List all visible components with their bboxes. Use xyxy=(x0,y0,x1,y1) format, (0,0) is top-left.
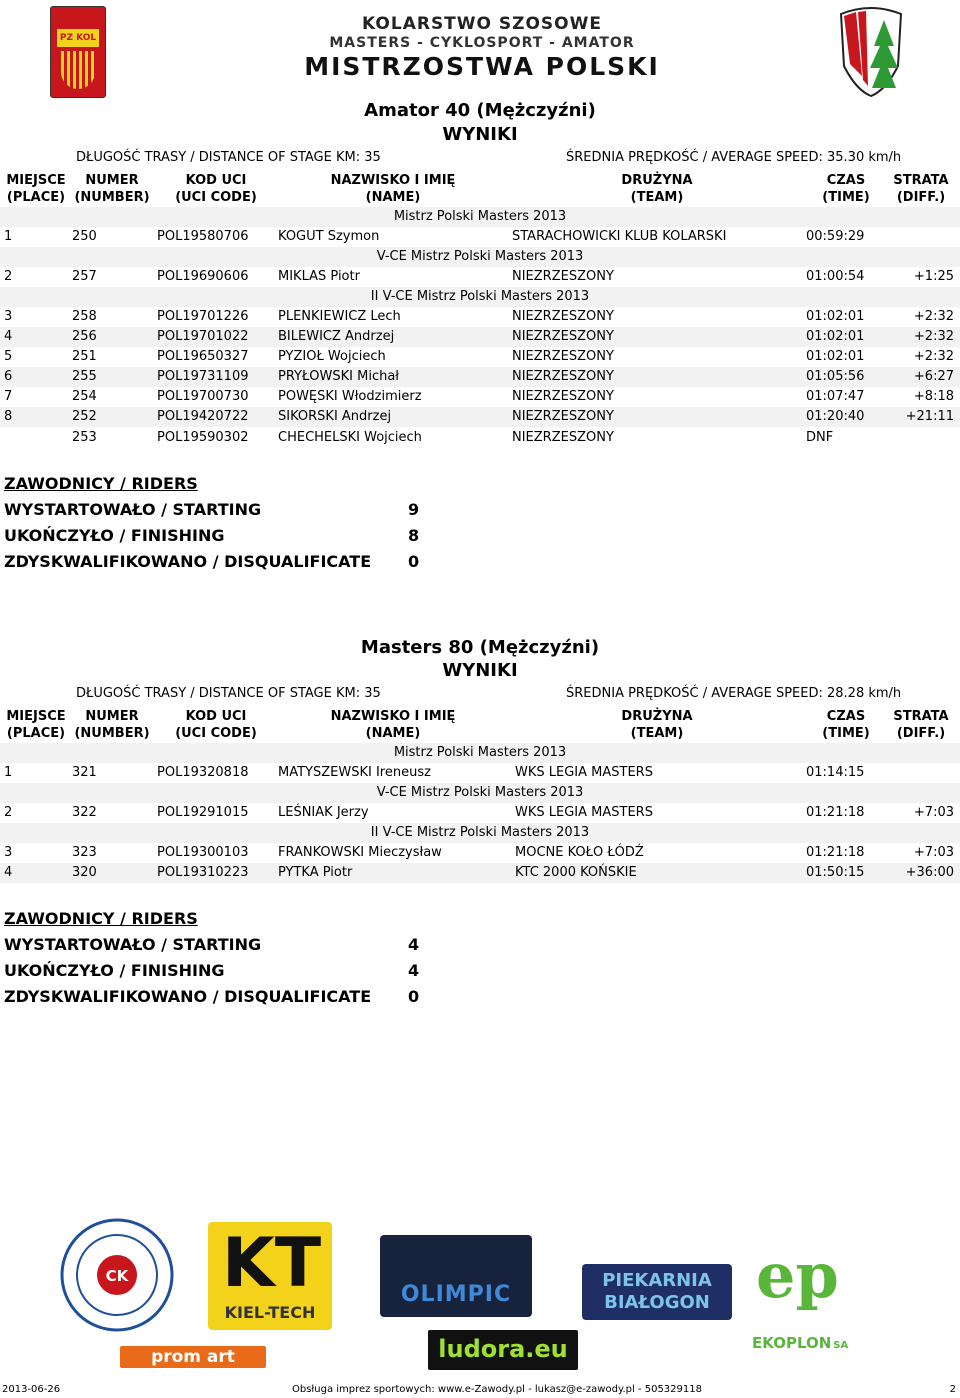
cycling-society-logo xyxy=(60,1218,174,1332)
table-row: 8 252 POL19420722 SIKORSKI Andrzej NIEZRZESZONY 01:20:40 +21:11 xyxy=(0,407,960,427)
pzkol-logo xyxy=(50,6,106,98)
dq-label: ZDYSKWALIFIKOWANO / DISQUALIFICATE xyxy=(4,987,372,1006)
ekoplon-logo xyxy=(752,1236,852,1354)
table-row: 7 254 POL19700730 POWĘSKI Włodzimierz NIEZRZESZONY 01:07:47 +8:18 xyxy=(4,389,954,404)
section2-category-champion: Mistrz Polski Masters 2013 xyxy=(0,743,960,763)
table-row: 3 258 POL19701226 PLENKIEWICZ Lech NIEZRZESZONY 01:02:01 +2:32 xyxy=(4,309,954,324)
riders-heading: ZAWODNICY / RIDERS xyxy=(4,474,198,493)
finishing-label: UKOŃCZYŁO / FINISHING xyxy=(4,961,225,980)
table-row: 3 323 POL19300103 FRANKOWSKI Mieczysław MOCNE KOŁO ŁÓDŹ 01:21:18 +7:03 xyxy=(4,845,954,860)
section2-speed: ŚREDNIA PRĘDKOŚĆ / AVERAGE SPEED: 28.28 km/h xyxy=(566,686,902,701)
ekoplon-mark: ep xyxy=(756,1239,839,1312)
banner-line-2: MASTERS - CYKLOSPORT - AMATOR xyxy=(329,35,635,51)
footer-service: Obsługa imprez sportowych: www.e-Zawody.pl - lukasz@e-zawody.pl - 505329118 xyxy=(292,1384,702,1395)
section2-subtitle: WYNIKI xyxy=(442,660,518,681)
pzkol-logo-rays xyxy=(61,51,95,89)
ludora-text: ludora.eu xyxy=(438,1335,568,1363)
finishing-count: 8 xyxy=(408,526,420,545)
col-time-header: CZAS (TIME) xyxy=(822,173,870,205)
banner-line-3: MISTRZOSTWA POLSKI xyxy=(304,52,660,81)
pzkol-logo-text: PZ KOL xyxy=(57,29,99,47)
section1-summary xyxy=(0,474,960,578)
promart-logo xyxy=(120,1346,266,1368)
col-place-header: MIEJSCE (PLACE) xyxy=(6,173,66,205)
col-team-header: DRUŻYNA (TEAM) xyxy=(621,709,693,741)
dq-label: ZDYSKWALIFIKOWANO / DISQUALIFICATE xyxy=(4,552,372,571)
col-name-header: NAZWISKO I IMIĘ (NAME) xyxy=(330,173,456,205)
section1-category-vice: V-CE Mistrz Polski Masters 2013 xyxy=(0,247,960,267)
banner-line-1: KOLARSTWO SZOSOWE xyxy=(362,14,602,34)
section2-category-second-vice: II V-CE Mistrz Polski Masters 2013 xyxy=(0,823,960,843)
ekoplon-sa: SA xyxy=(833,1340,849,1351)
finishing-count: 4 xyxy=(408,961,420,980)
table-row: 1 321 POL19320818 MATYSZEWSKI Ireneusz WKS LEGIA MASTERS 01:14:15 xyxy=(4,765,865,780)
ck-mark: CK xyxy=(105,1267,129,1285)
col-time-header: CZAS (TIME) xyxy=(822,709,870,741)
table-row: 2 257 POL19690606 MIKLAS Piotr NIEZRZESZONY 01:00:54 +1:25 xyxy=(4,269,954,284)
table-row: 253 POL19590302 CHECHELSKI Wojciech NIEZRZESZONY DNF xyxy=(72,430,834,445)
col-place-header: MIEJSCE (PLACE) xyxy=(6,709,66,741)
riders-heading: ZAWODNICY / RIDERS xyxy=(4,909,198,928)
section1-speed: ŚREDNIA PRĘDKOŚĆ / AVERAGE SPEED: 35.30 km/h xyxy=(566,150,902,165)
section2-distance: DŁUGOŚĆ TRASY / DISTANCE OF STAGE KM: 35 xyxy=(76,686,381,701)
table-row: 4 256 POL19701022 BILEWICZ Andrzej NIEZRZESZONY 01:02:01 +2:32 xyxy=(0,327,960,347)
table-row: 6 255 POL19731109 PRYŁOWSKI Michał NIEZRZESZONY 01:05:56 +6:27 xyxy=(0,367,960,387)
promart-text: prom art xyxy=(151,1347,235,1367)
col-uci-header: KOD UCI (UCI CODE) xyxy=(175,173,257,205)
section1-category-champion: Mistrz Polski Masters 2013 xyxy=(0,207,960,227)
table-row: 1 250 POL19580706 KOGUT Szymon STARACHOWICKI KLUB KOLARSKI 00:59:29 xyxy=(4,229,865,244)
kieltech-logo xyxy=(208,1222,332,1330)
section1-distance: DŁUGOŚĆ TRASY / DISTANCE OF STAGE KM: 35 xyxy=(76,150,381,165)
dq-count: 0 xyxy=(408,552,420,571)
club-shield-logo xyxy=(836,6,906,98)
section2-title: Masters 80 (Mężczyźni) xyxy=(360,637,600,658)
piekarnia-logo: PIEKARNIA BIAŁOGON xyxy=(582,1264,732,1320)
ekoplon-text: EKOPLON xyxy=(752,1334,832,1352)
col-team-header: DRUŻYNA (TEAM) xyxy=(621,173,693,205)
kt-mark: KT xyxy=(222,1224,322,1303)
col-uci-header: KOD UCI (UCI CODE) xyxy=(175,709,257,741)
table-row: 4 320 POL19310223 PYTKA Piotr KTC 2000 KOŃSKIE 01:50:15 +36:00 xyxy=(0,863,960,883)
starting-count: 4 xyxy=(408,935,420,954)
section2-summary xyxy=(0,909,960,1013)
col-name-header: NAZWISKO I IMIĘ (NAME) xyxy=(330,709,456,741)
starting-label: WYSTARTOWAŁO / STARTING xyxy=(4,935,262,954)
col-diff-header: STRATA (DIFF.) xyxy=(893,709,949,741)
footer-date: 2013-06-26 xyxy=(2,1384,61,1395)
starting-label: WYSTARTOWAŁO / STARTING xyxy=(4,500,262,519)
kieltech-text: KIEL-TECH xyxy=(224,1303,316,1322)
col-diff-header: STRATA (DIFF.) xyxy=(893,173,949,205)
section2-category-vice: V-CE Mistrz Polski Masters 2013 xyxy=(0,783,960,803)
section1-category-second-vice: II V-CE Mistrz Polski Masters 2013 xyxy=(0,287,960,307)
dq-count: 0 xyxy=(408,987,420,1006)
table-row: 5 251 POL19650327 PYZIOŁ Wojciech NIEZRZESZONY 01:02:01 +2:32 xyxy=(4,349,954,364)
event-banner xyxy=(284,14,680,84)
table-row: 2 322 POL19291015 LEŚNIAK Jerzy WKS LEGIA MASTERS 01:21:18 +7:03 xyxy=(4,805,954,820)
section1-subtitle: WYNIKI xyxy=(442,124,518,145)
footer-page-number: 2 xyxy=(949,1384,956,1395)
starting-count: 9 xyxy=(408,500,420,519)
col-number-header: NUMER (NUMBER) xyxy=(74,173,150,205)
olimpic-text: OLIMPIC xyxy=(400,1282,512,1307)
section1-title: Amator 40 (Mężczyźni) xyxy=(364,100,596,121)
col-number-header: NUMER (NUMBER) xyxy=(74,709,150,741)
finishing-label: UKOŃCZYŁO / FINISHING xyxy=(4,526,225,545)
ludora-logo xyxy=(428,1330,578,1370)
olimpic-logo xyxy=(380,1235,532,1317)
